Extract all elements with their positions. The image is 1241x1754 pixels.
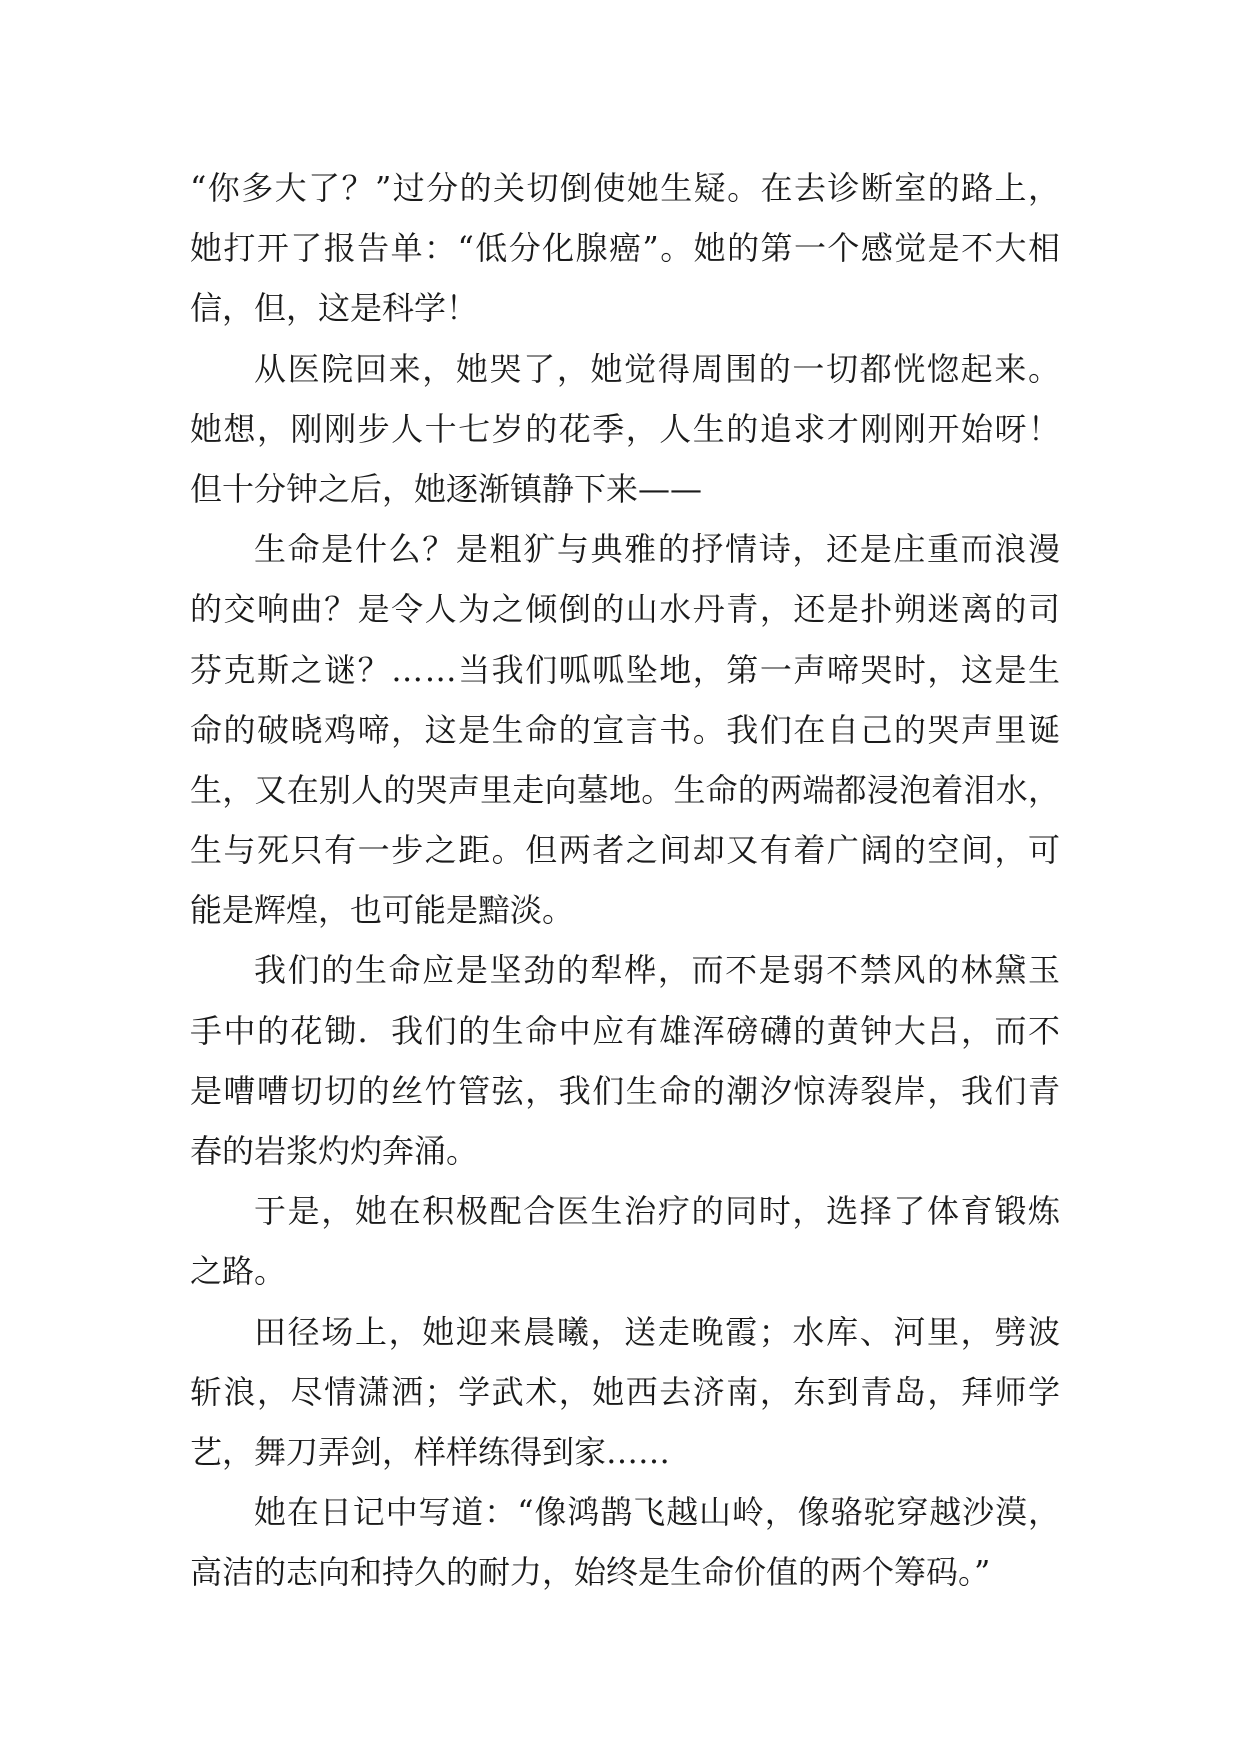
text-line: 之路。	[190, 1252, 287, 1291]
text-line: 斩浪，尽情潇洒；学武术，她西去济南，东到青岛，拜师学	[190, 1372, 1062, 1411]
text-line: 芬克斯之谜？……当我们呱呱坠地，第一声啼哭时，这是生	[190, 650, 1062, 689]
text-line: 生，又在别人的哭声里走向墓地。生命的两端都浸泡着泪水，	[190, 770, 1061, 809]
paragraph-first-line: 田径场上，她迎来晨曦，送走晚霞；水库、河里，劈波	[254, 1312, 1062, 1351]
text-line: 信，但，这是科学！	[190, 289, 479, 328]
paragraph-first-line: 于是，她在积极配合医生治疗的同时，选择了体育锻炼	[254, 1192, 1062, 1231]
text-line: 她打开了报告单：“低分化腺癌”。她的第一个感觉是不大相	[190, 229, 1062, 268]
text-line: “你多大了？”过分的关切倒使她生疑。在去诊断室的路上，	[190, 169, 1062, 207]
paragraph-first-line: 我们的生命应是坚劲的犁桦，而不是弱不禁风的林黛玉	[254, 951, 1062, 990]
paragraph-first-line: 生命是什么？是粗犷与典雅的抒情诗，还是庄重而浪漫	[254, 530, 1062, 569]
paragraph-first-line: 从医院回来，她哭了，她觉得周围的一切都恍惚起来。	[254, 349, 1062, 388]
text-line: 能是辉煌，也可能是黯淡。	[190, 891, 575, 930]
text-line: 命的破晓鸡啼，这是生命的宣言书。我们在自己的哭声里诞	[190, 710, 1062, 749]
text-line: 春的岩浆灼灼奔涌。	[190, 1132, 479, 1170]
text-line: 是嘈嘈切切的丝竹管弦，我们生命的潮汐惊涛裂岸，我们青	[190, 1071, 1062, 1110]
text-line: 的交响曲？是令人为之倾倒的山水丹青，还是扑朔迷离的司	[190, 590, 1062, 629]
text-line: 高洁的志向和持久的耐力，始终是生命价值的两个筹码。”	[190, 1553, 991, 1592]
body-text	[190, 158, 1060, 1603]
text-line: 艺，舞刀弄剑，样样练得到家……	[190, 1432, 671, 1471]
text-line: 生与死只有一步之距。但两者之间却又有着广阔的空间，可	[190, 831, 1062, 870]
text-line: 手中的花锄．我们的生命中应有雄浑磅礴的黄钟大吕，而不	[190, 1011, 1062, 1050]
paragraph-first-line: 她在日记中写道：“像鸿鹊飞越山岭，像骆驼穿越沙漠，	[254, 1493, 1061, 1532]
text-line: 但十分钟之后，她逐渐镇静下来——	[190, 469, 703, 508]
text-line: 她想，刚刚步人十七岁的花季，人生的追求才刚刚开始呀！	[190, 409, 1062, 448]
